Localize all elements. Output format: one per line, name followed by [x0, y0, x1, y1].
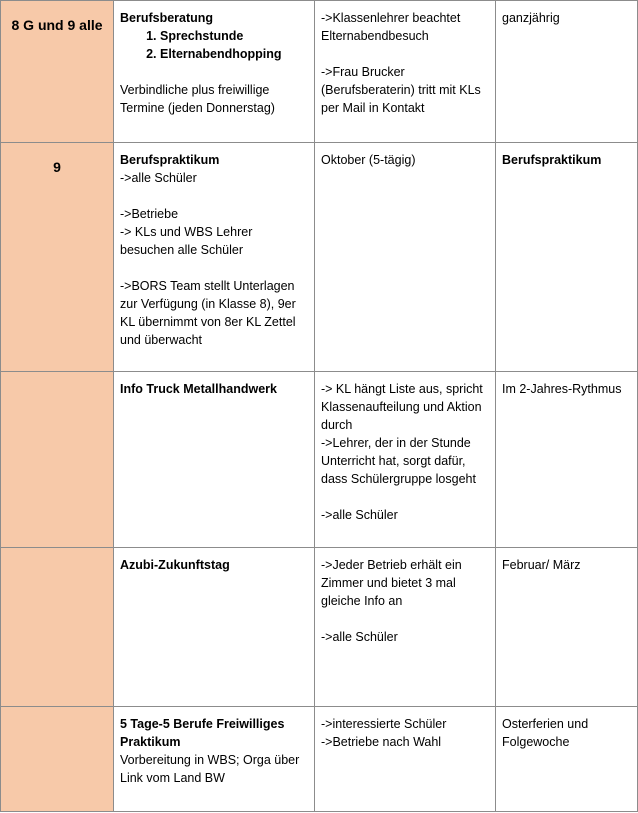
topic-note: Verbindliche plus freiwillige Termine (jeden Donnerstag) [120, 83, 275, 115]
timing-text: ganzjährig [502, 11, 560, 25]
table-row [1, 548, 638, 707]
topic-text: ->Betriebe [120, 207, 179, 221]
timing-cell [496, 143, 638, 372]
timing-text: Im 2-Jahres-Rythmus [502, 382, 622, 396]
table-row [1, 143, 638, 372]
topic-cell [114, 143, 315, 372]
detail-cell [315, 548, 496, 707]
detail-cell [315, 1, 496, 143]
grade-cell: 9 [1, 143, 114, 372]
detail-cell [315, 707, 496, 812]
detail-text: ->Betriebe nach Wahl [321, 735, 442, 749]
detail-cell [315, 143, 496, 372]
topic-note: Vorbereitung in WBS; Orga über Link vom Land BW [120, 753, 300, 785]
topic-title: Azubi-Zukunftstag [120, 558, 230, 572]
detail-text: ->Jeder Betrieb erhält ein Zimmer und bietet 3 mal gleiche Info an [321, 558, 462, 608]
timing-text: Osterferien und Folgewoche [502, 717, 589, 749]
topic-text: -> KLs und WBS Lehrer besuchen alle Schüler [120, 225, 253, 257]
topic-cell [114, 707, 315, 812]
topic-list [120, 27, 308, 63]
grade-cell: 8 G und 9 alle [1, 1, 114, 143]
topic-title: 5 Tage-5 Berufe Freiwilliges Praktikum [120, 717, 285, 749]
grade-cell [1, 707, 114, 812]
timing-cell [496, 707, 638, 812]
timing-cell [496, 1, 638, 143]
topic-cell [114, 548, 315, 707]
table-row [1, 372, 638, 548]
grade-cell [1, 372, 114, 548]
detail-text: ->alle Schüler [321, 508, 398, 522]
timing-text: Berufspraktikum [502, 153, 602, 167]
list-item: 1. Sprechstunde [160, 27, 308, 45]
topic-text: ->alle Schüler [120, 171, 197, 185]
detail-text: Oktober (5-tägig) [321, 153, 416, 167]
timing-text: Februar/ März [502, 558, 581, 572]
detail-cell [315, 372, 496, 548]
table-row [1, 707, 638, 812]
detail-text: ->alle Schüler [321, 630, 398, 644]
detail-text: ->Frau Brucker (Berufsberaterin) tritt mit KLs per Mail in Kontakt [321, 65, 481, 115]
grade-cell [1, 548, 114, 707]
timing-cell [496, 548, 638, 707]
table-row [1, 1, 638, 143]
topic-title: Info Truck Metallhandwerk [120, 382, 277, 396]
topic-title: Berufsberatung [120, 11, 214, 25]
timing-cell [496, 372, 638, 548]
topic-text: ->BORS Team stellt Unterlagen zur Verfügung (in Klasse 8), 9er KL übernimmt von 8er KL Zettel und überwacht [120, 279, 296, 347]
detail-text: -> KL hängt Liste aus, spricht Klassenaufteilung und Aktion durch [321, 382, 483, 432]
detail-text: ->Lehrer, der in der Stunde Unterricht hat, sorgt dafür, dass Schülergruppe losgeht [321, 436, 476, 486]
list-item: 2. Elternabendhopping [160, 45, 308, 63]
detail-text: ->interessierte Schüler [321, 717, 447, 731]
topic-title: Berufspraktikum [120, 153, 220, 167]
topic-cell [114, 1, 315, 143]
detail-text: ->Klassenlehrer beachtet Elternabendbesuch [321, 11, 461, 43]
topic-cell [114, 372, 315, 548]
